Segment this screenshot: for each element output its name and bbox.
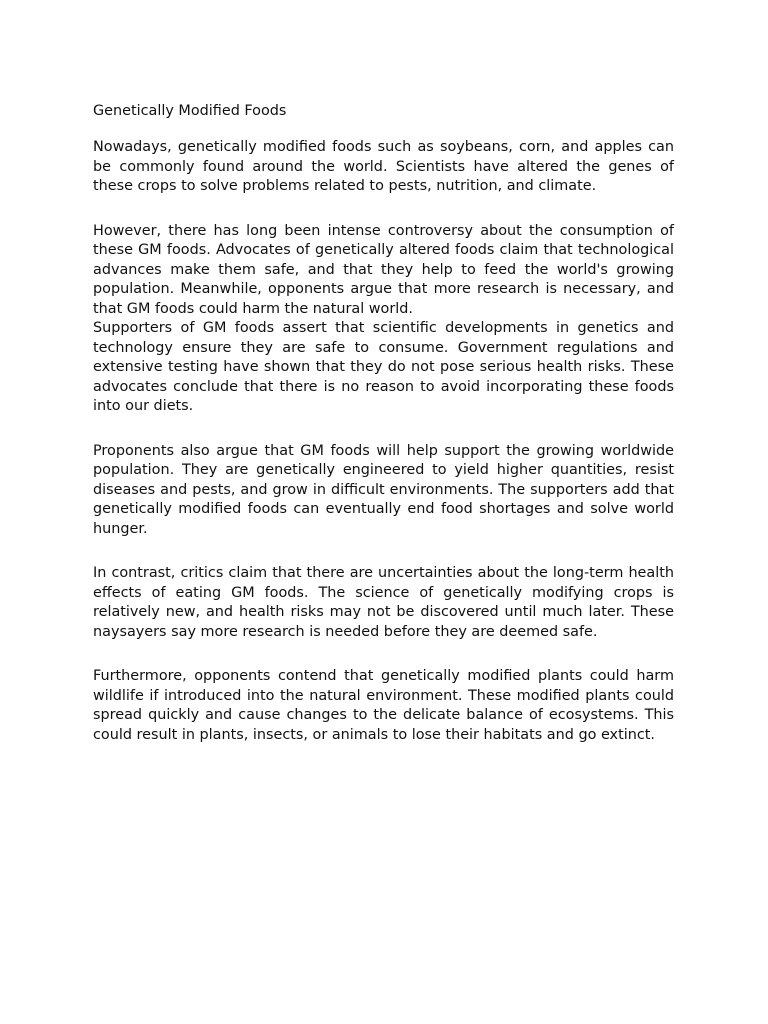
paragraph-supporters: Supporters of GM foods assert that scientific developments in genetics and technology ensure they are safe to consume. Government regulations and extensive testing have shown that they do not pose serious health risks. These advocates conclude that there is no reason to avoid incorporating these foods into our diets. xyxy=(93,320,674,414)
document-page xyxy=(93,101,674,745)
paragraph-critics: In contrast, critics claim that there are uncertainties about the long-term health effects of eating GM foods. The science of genetically modifying crops is relatively new, and health risks may not be discovered until much later. These naysayers say more research is needed before they are deemed safe. xyxy=(93,565,674,640)
paragraph-proponents: Proponents also argue that GM foods will help support the growing worldwide population. They are genetically engineered to yield higher quantities, resist diseases and pests, and grow in difficult environments. The supporters add that genetically modified foods can eventually end food shortages and solve world hunger. xyxy=(93,442,674,537)
paragraph-opponents: Furthermore, opponents contend that genetically modified plants could harm wildlife if introduced into the natural environment. These modified plants could spread quickly and cause changes to the delicate balance of ecosystems. This could result in plants, insects, or animals to lose their habitats and go extinct. xyxy=(93,668,674,743)
paragraph-controversy: However, there has long been intense controversy about the consumption of these GM foods. Advocates of genetically altered foods claim that technological advances make them safe, and that they help to feed the world's growing population. Meanwhile, opponents argue that more research is necessary, and that GM foods could harm the natural world. xyxy=(93,222,674,317)
paragraph-intro: Nowadays, genetically modified foods such as soybeans, corn, and apples can be commonly found around the world. Scientists have altered the genes of these crops to solve problems related to pests, nutrition, and climate. xyxy=(93,139,674,194)
document-title: Genetically Modified Foods xyxy=(93,103,287,119)
